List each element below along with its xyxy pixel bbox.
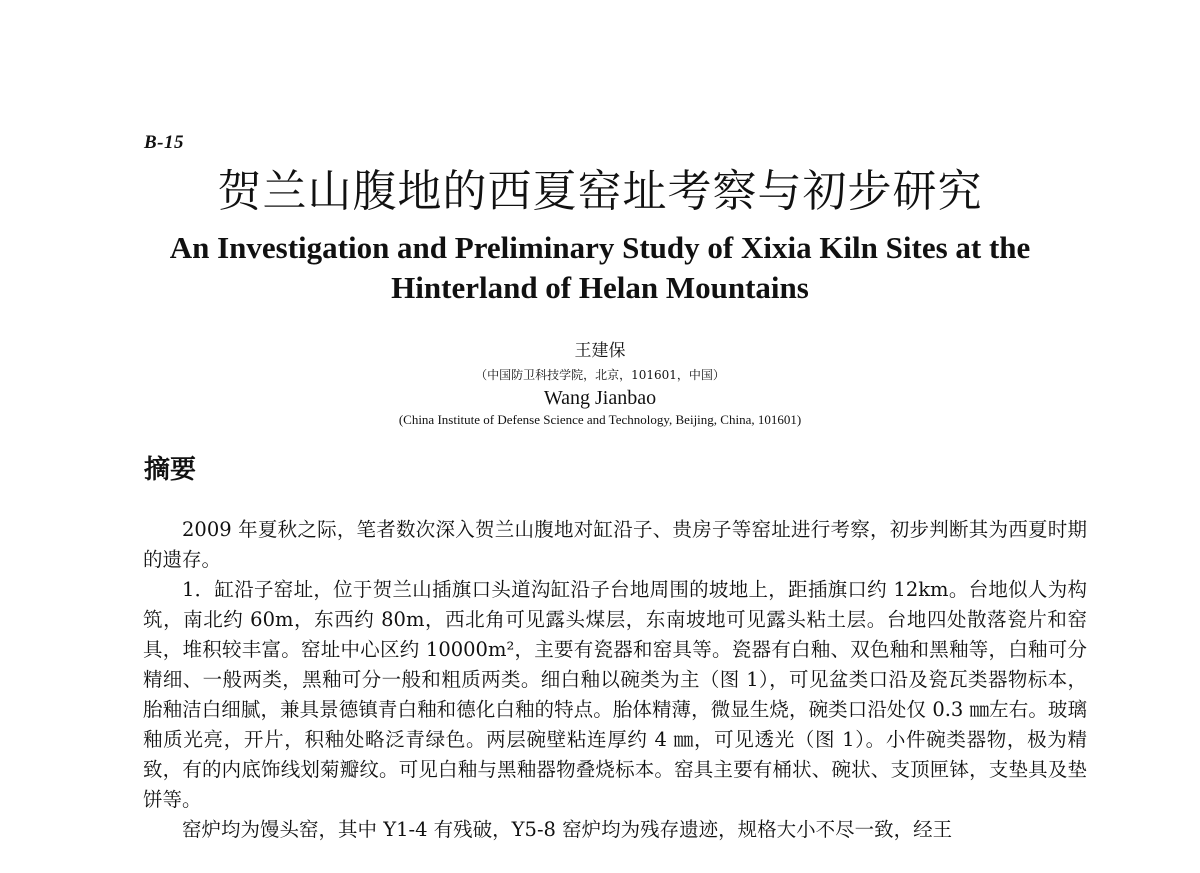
abstract-body (143, 515, 1087, 845)
title-english: An Investigation and Preliminary Study of Xixia Kiln Sites at the Hinterland of Helan Mountains (169, 230, 1031, 305)
abstract-paragraph-1: 2009 年夏秋之际，笔者数次深入贺兰山腹地对缸沿子、贵房子等窑址进行考察，初步判断其为西夏时期的遗存。 (143, 518, 1087, 571)
affiliation-chinese: （中国防卫科技学院，北京，101601，中国） (475, 368, 725, 382)
author-name-english: Wang Jianbao (543, 387, 657, 409)
abstract-paragraph-2: 1．缸沿子窑址，位于贺兰山插旗口头道沟缸沿子台地周围的坡地上，距插旗口约 12km。台地似人为构筑，南北约 60m，东西约 80m，西北角可见露头煤层，东南坡地可见露头粘土层。台地四处散落瓷片和窑具，堆积较丰富。窑址中心区约 10000m²，主要有瓷器和窑具等。瓷器有白釉、双色釉和黑釉等，白釉可分精细、一般两类，黑釉可分一般和粗质两类。细白釉以碗类为主（图 1），可见盆类口沿及瓷瓦类器物标本，胎釉洁白细腻，兼具景德镇青白釉和德化白釉的特点。胎体精薄，微显生烧，碗类口沿处仅 0.3 ㎜左右。玻璃釉质光亮，开片，积釉处略泛青绿色。两层碗壁粘连厚约 4 ㎜，可见透光（图 1）。小件碗类器物，极为精致，有的内底饰线划菊瓣纹。可见白釉与黑釉器物叠烧标本。窑具主要有桶状、碗状、支顶匣钵，支垫具及垫饼等。 (143, 578, 1087, 811)
title-chinese: 贺兰山腹地的西夏窑址考察与初步研究 (217, 166, 983, 217)
paper-code: B-15 (144, 132, 184, 153)
abstract-paragraph-3: 窑炉均为馒头窑，其中 Y1-4 有残破，Y5-8 窑炉均为残存遗迹，规格大小不尽一致，经王 (182, 818, 953, 841)
author-name-chinese: 王建保 (574, 341, 626, 361)
abstract-heading: 摘要 (144, 455, 197, 485)
affiliation-english: (China Institute of Defense Science and Technology, Beijing, China, 101601) (398, 412, 802, 427)
